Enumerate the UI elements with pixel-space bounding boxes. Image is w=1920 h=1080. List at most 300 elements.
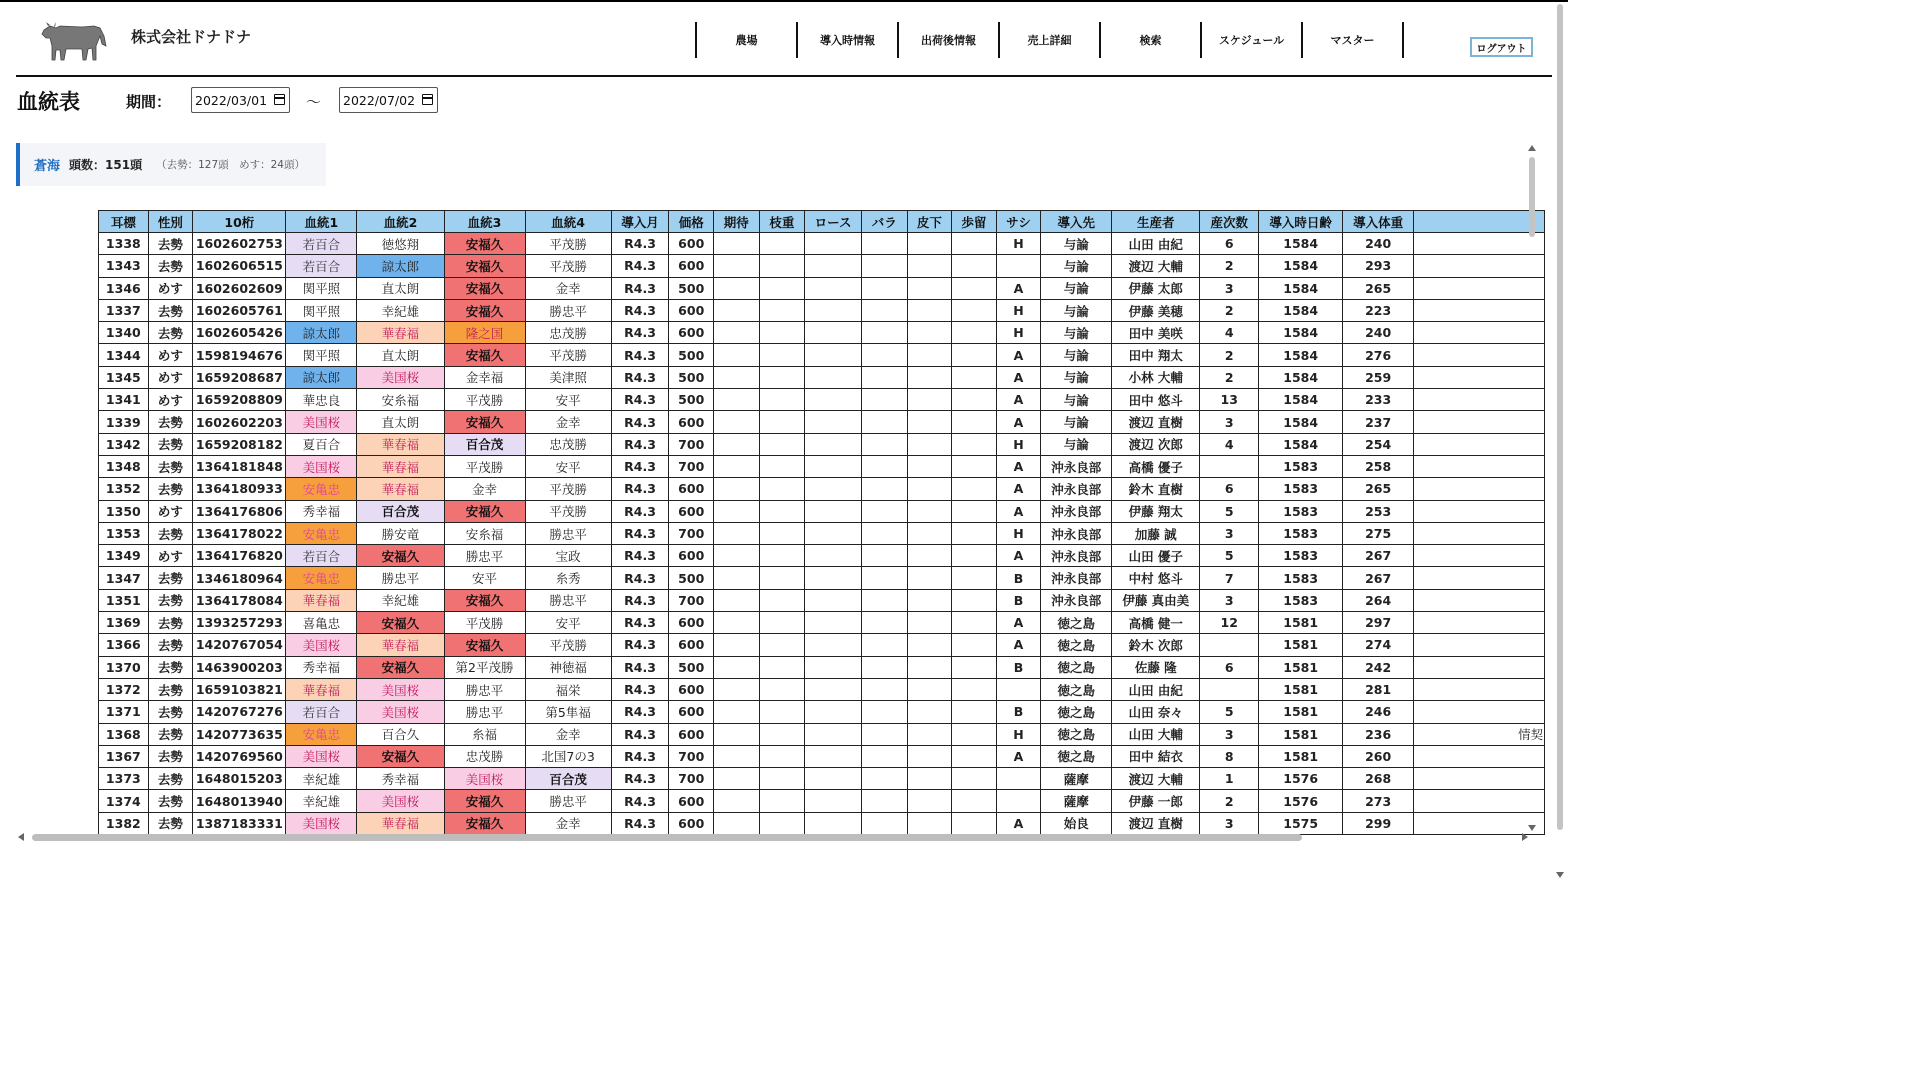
table-cell: 薩摩 [1041,768,1112,790]
table-cell: 1 [1200,768,1259,790]
scroll-left-arrow-icon[interactable] [18,833,24,841]
table-cell [861,545,907,567]
pedigree-table-container[interactable] [98,210,1544,832]
table-cell: 田中 美咲 [1112,322,1200,344]
table-cell: 沖永良部 [1041,500,1112,522]
table-cell-extra [1414,322,1545,344]
table-cell: 1584 [1259,299,1343,321]
table-cell [714,545,760,567]
table-cell: 徳悠翔 [357,233,444,255]
table-cell-extra [1414,522,1545,544]
table-cell [861,500,907,522]
table-cell-extra [1414,678,1545,700]
table-cell: A [996,812,1041,834]
table-cell: 600 [669,612,714,634]
table-cell: 1387183331 [193,812,286,834]
table-cell: 1583 [1259,500,1343,522]
table-cell: 美国桜 [286,411,357,433]
table-cell [805,678,862,700]
table-cell: 安福久 [444,411,525,433]
table-cell: 1581 [1259,634,1343,656]
column-header: バラ [861,211,907,233]
table-cell: 5 [1200,500,1259,522]
table-cell [759,545,805,567]
table-cell-extra [1414,790,1545,812]
table-cell: 平茂勝 [525,478,611,500]
table-cell: 237 [1343,411,1414,433]
table-cell: 安福久 [444,299,525,321]
table-cell: 金幸福 [444,366,525,388]
table-cell: 1420767276 [193,701,286,723]
table-cell: A [996,344,1041,366]
table-cell: 百合茂 [525,768,611,790]
table-header-row [99,211,1545,233]
table-cell [907,255,952,277]
table-cell: 与論 [1041,389,1112,411]
table-cell: 236 [1343,723,1414,745]
table-cell: 美国桜 [286,455,357,477]
table-cell [907,723,952,745]
table-cell: 3 [1200,723,1259,745]
table-cell: 1584 [1259,322,1343,344]
table-cell: A [996,478,1041,500]
table-cell: 美国桜 [357,678,444,700]
table-cell: 1364181848 [193,455,286,477]
table-cell: 山田 奈々 [1112,701,1200,723]
column-header: ロース [805,211,862,233]
table-cell [714,589,760,611]
table-cell: 1364180933 [193,478,286,500]
nav-search[interactable]: 検索 [1101,22,1202,58]
nav-sales-detail[interactable]: 売上詳細 [1000,22,1101,58]
table-cell: 安福久 [444,344,525,366]
table-cell: 3 [1200,589,1259,611]
table-cell: 1350 [99,500,149,522]
table-cell: 1602605761 [193,299,286,321]
table-cell: 1368 [99,723,149,745]
table-cell: R4.3 [611,678,669,700]
scroll-right-arrow-icon[interactable] [1522,833,1528,841]
table-cell: 百合茂 [444,433,525,455]
table-cell: 299 [1343,812,1414,834]
table-cell: 600 [669,233,714,255]
table-cell: 佐藤 隆 [1112,656,1200,678]
table-row[interactable] [99,567,1545,589]
table-cell: 徳之島 [1041,612,1112,634]
table-row[interactable] [99,522,1545,544]
table-cell: 諒太郎 [286,322,357,344]
table-cell [996,768,1041,790]
table-cell: R4.3 [611,344,669,366]
column-header: 生産者 [1112,211,1200,233]
table-cell [861,678,907,700]
table-cell [759,701,805,723]
table-cell [907,656,952,678]
table-cell: 500 [669,277,714,299]
table-cell-extra [1414,299,1545,321]
column-header: 枝重 [759,211,805,233]
table-cell [952,344,997,366]
table-cell: 500 [669,656,714,678]
table-cell [952,768,997,790]
table-cell-extra: 情契 [1414,723,1545,745]
table-cell: 3 [1200,277,1259,299]
table-cell: R4.3 [611,723,669,745]
table-cell: R4.3 [611,656,669,678]
scroll-down-arrow-icon[interactable] [1556,872,1564,878]
table-cell: 1659208809 [193,389,286,411]
table-cell [952,678,997,700]
table-cell: 1584 [1259,433,1343,455]
table-cell: 直太朗 [357,411,444,433]
table-cell: 平茂勝 [525,634,611,656]
scroll-up-arrow-icon[interactable] [1528,145,1536,151]
table-cell: 1364178084 [193,589,286,611]
table-cell [996,255,1041,277]
table-cell: 喜亀忠 [286,612,357,634]
table-row[interactable] [99,701,1545,723]
table-cell: 美国桜 [357,366,444,388]
table-row[interactable] [99,790,1545,812]
table-cell [952,389,997,411]
table-row[interactable] [99,344,1545,366]
table-cell: H [996,299,1041,321]
table-cell: 去勢 [148,812,193,834]
table-cell [714,745,760,767]
table-cell: 勝忠平 [525,522,611,544]
table-row[interactable] [99,745,1545,767]
table-cell [805,478,862,500]
table-cell-extra [1414,589,1545,611]
table-cell [759,233,805,255]
table-cell: A [996,545,1041,567]
table-cell: 与論 [1041,433,1112,455]
table-row[interactable] [99,389,1545,411]
table-cell: R4.3 [611,500,669,522]
table-cell: A [996,745,1041,767]
table-cell: 260 [1343,745,1414,767]
table-cell: 600 [669,322,714,344]
table-cell: 268 [1343,768,1414,790]
table-cell-extra [1414,233,1545,255]
table-cell: 600 [669,299,714,321]
table-row[interactable] [99,455,1545,477]
table-cell: 安福久 [357,612,444,634]
farm-summary-card [16,143,326,186]
page-vertical-scrollbar[interactable] [1552,0,1568,880]
table-row[interactable] [99,233,1545,255]
nav-intake-info[interactable]: 導入時情報 [798,22,899,58]
table-cell: 1346 [99,277,149,299]
table-cell: 沖永良部 [1041,545,1112,567]
table-cell [861,745,907,767]
nav-post-shipment-info[interactable]: 出荷後情報 [899,22,1000,58]
table-cell: 与論 [1041,411,1112,433]
table-cell: 1584 [1259,344,1343,366]
table-cell [861,233,907,255]
table-row[interactable] [99,723,1545,745]
table-cell-extra [1414,478,1545,500]
table-cell: 2 [1200,299,1259,321]
table-cell: 田中 結衣 [1112,745,1200,767]
table-row[interactable] [99,634,1545,656]
table-cell: 徳之島 [1041,723,1112,745]
table-cell [714,500,760,522]
table-cell: 関平照 [286,277,357,299]
table-cell [759,478,805,500]
table-cell: 渡辺 大輔 [1112,768,1200,790]
table-cell: 1602602203 [193,411,286,433]
nav-schedule[interactable]: スケジュール [1202,22,1303,58]
table-cell: 6 [1200,233,1259,255]
table-cell: 沖永良部 [1041,478,1112,500]
date-to-input[interactable] [339,87,438,113]
table-cell: 山田 由紀 [1112,678,1200,700]
table-cell: A [996,277,1041,299]
table-cell: A [996,455,1041,477]
table-cell [714,701,760,723]
table-cell: A [996,411,1041,433]
table-cell: 1581 [1259,745,1343,767]
company-name: 株式会社ドナドナ [131,28,252,46]
table-cell [714,478,760,500]
table-cell: 安亀忠 [286,522,357,544]
table-cell: 加藤 誠 [1112,522,1200,544]
table-cell: 美国桜 [357,790,444,812]
table-row[interactable] [99,433,1545,455]
table-cell: 1372 [99,678,149,700]
table-cell: 1344 [99,344,149,366]
table-cell: 平茂勝 [444,612,525,634]
table-cell: 忠茂勝 [525,322,611,344]
table-row[interactable] [99,299,1545,321]
table-row[interactable] [99,656,1545,678]
table-cell [759,634,805,656]
table-row[interactable] [99,678,1545,700]
table-cell [952,478,997,500]
table-cell: 平茂勝 [525,500,611,522]
table-cell: 1349 [99,545,149,567]
table-cell: 安福久 [444,255,525,277]
table-cell [907,277,952,299]
table-cell: 美国桜 [357,701,444,723]
table-cell: 12 [1200,612,1259,634]
table-cell: 高橋 健一 [1112,612,1200,634]
table-cell: 1584 [1259,389,1343,411]
table-cell: 平茂勝 [444,455,525,477]
table-cell: めす [148,366,193,388]
table-cell: 273 [1343,790,1414,812]
farm-name[interactable]: 蒼海 [34,159,61,174]
table-cell: めす [148,500,193,522]
table-cell: 平茂勝 [525,255,611,277]
table-cell: 華春福 [357,812,444,834]
table-cell: 金幸 [525,812,611,834]
table-cell: 与論 [1041,344,1112,366]
table-cell: 安平 [525,612,611,634]
table-cell [759,500,805,522]
table-row[interactable] [99,255,1545,277]
table-cell: 安福久 [357,545,444,567]
table-cell: 華春福 [357,455,444,477]
table-cell: 1340 [99,322,149,344]
table-cell [714,411,760,433]
table-cell: R4.3 [611,455,669,477]
table-cell [805,455,862,477]
table-cell [952,411,997,433]
table-row[interactable] [99,277,1545,299]
table-cell: 1369 [99,612,149,634]
period-separator: ～ [306,93,322,111]
table-cell: 勝忠平 [444,701,525,723]
logout-button[interactable]: ログアウト [1470,37,1533,57]
table-row[interactable] [99,545,1545,567]
table-cell [759,255,805,277]
table-cell: 直太朗 [357,344,444,366]
table-cell: 264 [1343,589,1414,611]
table-row[interactable] [99,411,1545,433]
table-cell: 1364176806 [193,500,286,522]
table-cell: 徳之島 [1041,678,1112,700]
table-row[interactable] [99,612,1545,634]
table-cell: 平茂勝 [525,344,611,366]
table-cell [805,299,862,321]
table-row[interactable] [99,589,1545,611]
table-cell [861,656,907,678]
table-cell: 渡辺 次郎 [1112,433,1200,455]
table-horizontal-scrollbar[interactable] [18,832,1528,843]
table-cell: 勝忠平 [525,790,611,812]
table-cell: 渡辺 大輔 [1112,255,1200,277]
table-cell [861,277,907,299]
table-cell: 去勢 [148,701,193,723]
table-row[interactable] [99,768,1545,790]
table-cell [996,790,1041,812]
calendar-icon[interactable] [274,94,285,105]
table-cell: 1370 [99,656,149,678]
table-cell: 秀幸福 [286,500,357,522]
table-cell: 去勢 [148,255,193,277]
table-cell: R4.3 [611,612,669,634]
table-cell: R4.3 [611,433,669,455]
scrollbar-thumb[interactable] [1529,157,1535,237]
table-cell: 渡辺 直樹 [1112,411,1200,433]
table-row[interactable] [99,500,1545,522]
table-cell: R4.3 [611,589,669,611]
table-cell: 去勢 [148,455,193,477]
nav-master[interactable]: マスター [1303,22,1404,58]
table-cell: 平茂勝 [525,233,611,255]
nav-farm[interactable]: 農場 [697,22,798,58]
scrollbar-thumb[interactable] [1557,4,1563,830]
date-from-input[interactable] [191,87,290,113]
table-cell [907,433,952,455]
table-cell: 鈴木 直樹 [1112,478,1200,500]
table-cell: 1584 [1259,233,1343,255]
table-cell [952,299,997,321]
table-cell: 徳之島 [1041,701,1112,723]
table-cell: 1648015203 [193,768,286,790]
table-cell [759,656,805,678]
table-row[interactable] [99,478,1545,500]
table-cell: 1602602609 [193,277,286,299]
table-cell: 5 [1200,701,1259,723]
table-cell: 勝忠平 [525,589,611,611]
table-cell: 600 [669,723,714,745]
table-cell: 百合久 [357,723,444,745]
table-cell: 1598194676 [193,344,286,366]
table-cell [805,545,862,567]
table-row[interactable] [99,322,1545,344]
column-header: 導入時日齢 [1259,211,1343,233]
table-cell: 500 [669,344,714,366]
table-cell: 華忠良 [286,389,357,411]
table-cell: 1581 [1259,612,1343,634]
table-cell [805,277,862,299]
table-cell: 勝忠平 [357,567,444,589]
table-cell: 与論 [1041,366,1112,388]
table-cell: 与論 [1041,277,1112,299]
table-cell: 600 [669,812,714,834]
table-cell: 安亀忠 [286,567,357,589]
table-cell: A [996,389,1041,411]
table-cell [952,277,997,299]
table-cell: 1602602753 [193,233,286,255]
table-cell [805,768,862,790]
calendar-icon[interactable] [422,94,433,105]
table-cell: 沖永良部 [1041,589,1112,611]
table-cell: 薩摩 [1041,790,1112,812]
table-cell [759,612,805,634]
table-cell: 華春福 [286,589,357,611]
scroll-down-arrow-icon[interactable] [1528,825,1536,831]
table-cell [861,478,907,500]
table-cell: R4.3 [611,745,669,767]
column-header: 10桁 [193,211,286,233]
table-cell [759,389,805,411]
table-cell: 1583 [1259,478,1343,500]
sex-breakdown: （去勢：127頭 めす：24頭） [156,159,305,171]
table-cell: 渡辺 直樹 [1112,812,1200,834]
table-cell [952,567,997,589]
scrollbar-thumb[interactable] [32,834,1302,841]
table-cell: 1659208182 [193,433,286,455]
table-cell: H [996,522,1041,544]
table-cell: 1371 [99,701,149,723]
table-vertical-scrollbar[interactable] [1527,145,1538,831]
table-cell: 600 [669,678,714,700]
table-cell-extra [1414,366,1545,388]
table-cell [861,589,907,611]
table-cell: 1346180964 [193,567,286,589]
table-cell: R4.3 [611,389,669,411]
table-cell: 265 [1343,478,1414,500]
table-cell: 百合茂 [357,500,444,522]
table-cell: 1339 [99,411,149,433]
table-cell [759,589,805,611]
table-cell: 去勢 [148,768,193,790]
table-cell [1200,455,1259,477]
table-cell: 1584 [1259,255,1343,277]
table-cell: 高橋 優子 [1112,455,1200,477]
table-cell: 258 [1343,455,1414,477]
table-cell: 去勢 [148,723,193,745]
table-cell [759,411,805,433]
table-cell [759,277,805,299]
table-cell: 1341 [99,389,149,411]
table-cell-extra [1414,277,1545,299]
table-row[interactable] [99,366,1545,388]
